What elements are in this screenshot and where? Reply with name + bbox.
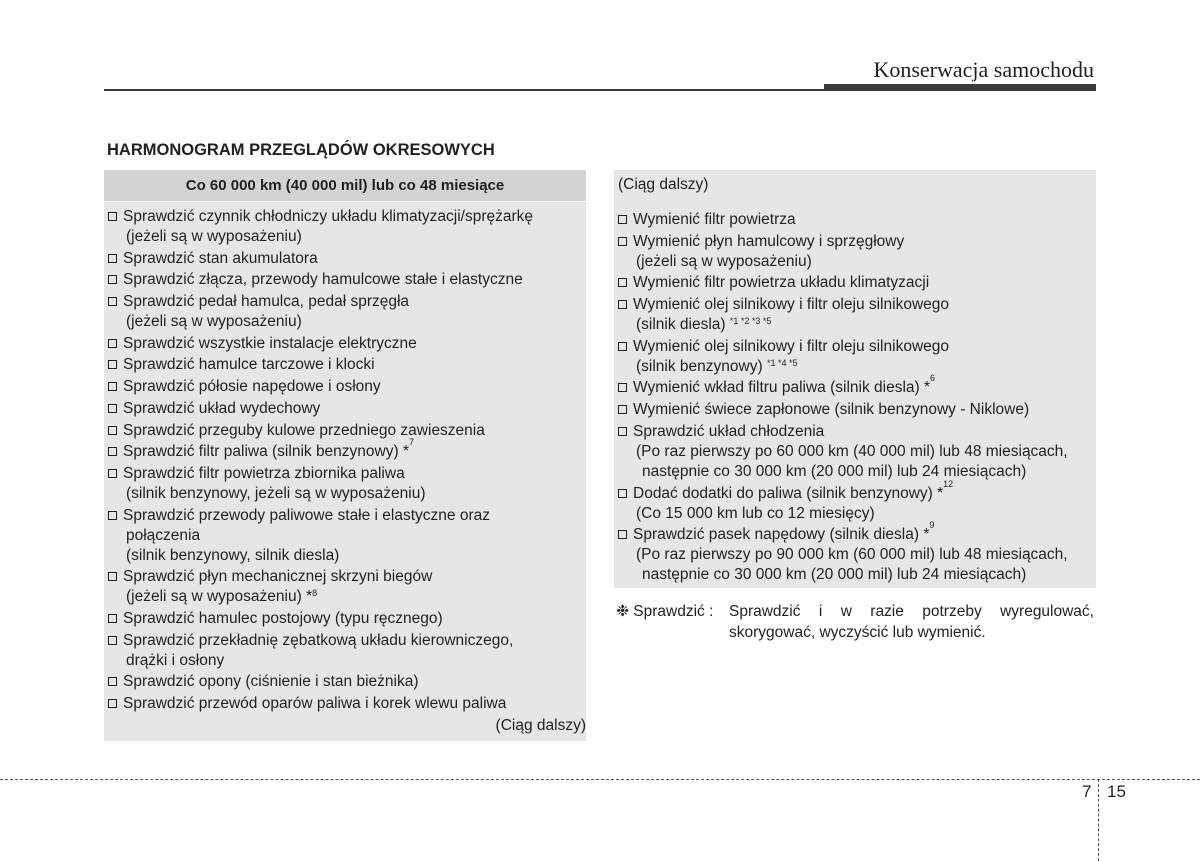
footnote-ref: 12 [943,478,954,489]
checkbox-icon [108,699,117,708]
checklist-item [106,355,586,375]
checklist-item-text: Sprawdzić przewód oparów paliwa i korek wlewu paliwa [123,695,507,712]
checklist-item-subtext [616,315,1094,335]
checkbox-icon [618,383,627,392]
checklist-item [106,377,586,397]
checkbox-icon [618,405,627,414]
checkbox-icon [108,614,117,623]
checklist-item-subtext [106,484,586,504]
footer-dashed-divider [1098,779,1099,861]
checklist-item [616,373,1094,398]
checkbox-icon [108,382,117,391]
checkbox-icon [618,237,627,246]
checklist-item-subtext-value: (jeżeli są w wyposażeniu) * [126,588,313,606]
checkbox-icon [108,511,117,520]
checklist-item [616,400,1094,420]
checklist-item-text: Sprawdzić układ chłodzenia [633,422,825,440]
checklist-item [616,520,1094,585]
page-number: 15 [1107,782,1126,801]
left-schedule-heading: Co 60 000 km (40 000 mil) lub co 48 miesiące [104,170,586,202]
checklist-item [106,292,586,332]
checklist-item-subtext [106,312,586,332]
footnote-ref: 9 [929,520,935,531]
section-title: HARMONOGRAM PRZEGLĄDÓW OKRESOWYCH [107,141,495,159]
checklist-item-subtext-value: (silnik benzynowy, jeżeli są w wyposażeniu) [126,484,426,502]
checklist-item-text: Sprawdzić pasek napędowy (silnik diesla) * [633,526,930,544]
checklist-item-text: Sprawdzić złącza, przewody hamulcowe stałe i elastyczne [123,271,523,289]
checklist-item [616,232,1094,272]
checkbox-icon [108,572,117,581]
checkbox-icon [108,636,117,645]
footnote-ref: 7 [409,437,415,448]
checklist-item-subtext-value: (Po raz pierwszy po 60 000 km (40 000 mil) lub 48 miesiącach, [636,442,1068,460]
checklist-item-text: Sprawdzić filtr powietrza zbiornika paliwa [123,464,405,482]
checklist-item [106,421,586,441]
checklist-item-subtext-value: (Co 15 000 km lub co 12 miesięcy) [636,504,875,522]
checklist-item-text: Sprawdzić hamulce tarczowe i klocki [123,356,375,374]
checkbox-icon [108,404,117,413]
checklist-item-text: Wymienić płyn hamulcowy i sprzęgłowy [633,232,905,250]
checkbox-icon [108,275,117,284]
footnote-ref: *1 *2 *3 *5 [729,316,772,327]
checklist-item-text: Sprawdzić opony (ciśnienie i stan bieżnika) [123,673,419,691]
checkbox-icon [108,360,117,369]
checkbox-icon [108,297,117,306]
checklist-item-text: Sprawdzić półosie napędowe i osłony [123,378,381,396]
checklist-item-subtext [616,565,1094,585]
checkbox-icon [618,278,627,287]
checkbox-icon [108,447,117,456]
footnote-ref: 6 [930,373,936,384]
checkbox-icon [618,342,627,351]
checklist-item [616,422,1094,482]
checklist-item-text: Wymienić filtr powietrza [633,211,796,228]
right-continued-label: (Ciąg dalszy) [618,176,709,193]
checklist-item-subtext-value: połączenia [126,526,201,544]
checklist-item-text: Sprawdzić stan akumulatora [123,249,318,267]
checklist-item-text: Wymienić świece zapłonowe (silnik benzynowy - Niklowe) [633,401,1030,419]
checklist-item [616,273,1094,293]
checklist-item-text: Sprawdzić przekładnię zębatkową układu kierowniczego, [123,631,514,649]
checklist-item-text: Sprawdzić wszystkie instalacje elektryczne [123,334,417,352]
checklist-item-text: Sprawdzić przeguby kulowe przedniego zawieszenia [123,421,485,439]
checklist-item-subtext [106,651,586,671]
checklist-item-text: Wymienić olej silnikowy i filtr oleju silnikowego [633,337,949,355]
checkbox-icon [108,469,117,478]
checklist-item-subtext [616,252,1094,272]
checklist-item [106,694,586,714]
footnote-label: ❉ Sprawdzić : [616,603,714,620]
chapter-header-title: Konserwacja samochodu [873,57,1094,82]
checklist-item-subtext-value: (jeżeli są w wyposażeniu) [636,252,812,270]
checklist-item-subtext [106,546,586,566]
chapter-number: 7 [1082,782,1092,801]
right-checklist [616,210,1094,587]
footnote-ref: *1 *4 *5 [766,357,798,368]
checklist-item-subtext-value: (Po raz pierwszy po 90 000 km (60 000 mil) lub 48 miesiącach, [636,546,1068,564]
checklist-item-text: Sprawdzić przewody paliwowe stałe i elastyczne oraz [123,506,490,524]
checkbox-icon [108,677,117,686]
checklist-item-subtext-value: drążki i osłony [126,651,225,669]
header-rule-thick [824,84,1096,91]
checklist-item [616,478,1094,524]
checklist-item [106,249,586,269]
checklist-item-subtext [106,526,586,546]
checkbox-icon [618,489,627,498]
checklist-item-text: Wymienić filtr powietrza układu klimatyzacji [633,274,930,292]
checklist-item [106,207,586,247]
footnote-line-2: skorygować, wyczyścić lub wymienić. [729,624,986,641]
checklist-item-text: Sprawdzić pedał hamulca, pedał sprzęgła [123,293,410,311]
checklist-item-subtext [106,587,586,607]
footnote-text [729,601,1094,643]
checklist-item [106,334,586,354]
checkbox-icon [618,427,627,436]
checklist-item-subtext-value: (silnik benzynowy, silnik diesla) [126,546,340,564]
checklist-item [106,399,586,419]
checklist-item-subtext [616,545,1094,565]
checklist-item [106,437,586,462]
checklist-item-subtext-value: następnie co 30 000 km (20 000 mil) lub 24 miesiącach) [642,566,1027,584]
checklist-item-text: Sprawdzić płyn mechanicznej skrzyni biegów [123,568,433,586]
checklist-item-subtext-value: (jeżeli są w wyposażeniu) [126,313,302,331]
checklist-item-text: Sprawdzić czynnik chłodniczy układu klimatyzacji/sprężarkę [123,208,534,225]
footnote-ref: 8 [312,588,318,599]
left-checklist [106,207,586,716]
checklist-item [106,464,586,504]
checklist-item-subtext [616,357,1094,377]
checklist-item [616,337,1094,377]
checklist-item [106,270,586,290]
checklist-item-text: Dodać dodatki do paliwa (silnik benzynowy) * [633,484,944,502]
checklist-item-subtext [106,227,586,247]
checklist-item-subtext [616,504,1094,524]
checklist-item [616,210,1094,230]
footer-dashed-rule [0,779,1200,780]
checklist-item [106,672,586,692]
checklist-item-subtext-value: (silnik benzynowy) [636,357,767,375]
checklist-item [616,295,1094,335]
checklist-item-text: Sprawdzić filtr paliwa (silnik benzynowy) * [123,443,409,461]
checklist-item-subtext-value: (jeżeli są w wyposażeniu) [126,228,302,245]
checklist-item-subtext-value: następnie co 30 000 km (20 000 mil) lub 24 miesiącach) [642,462,1027,480]
checklist-item-subtext-value: (silnik diesla) [636,316,730,334]
checklist-item-subtext [616,462,1094,482]
checkbox-icon [108,426,117,435]
checklist-item-text: Sprawdzić hamulec postojowy (typu ręcznego) [123,609,443,627]
checklist-item [106,506,586,566]
checklist-item-text: Sprawdzić układ wydechowy [123,399,321,417]
checklist-item-text: Wymienić wkład filtru paliwa (silnik diesla) * [633,379,931,397]
checkbox-icon [618,215,627,224]
footnote-line-1: Sprawdzić i w razie potrzeby wyregulować, [729,603,1094,620]
checklist-item [106,609,586,629]
checklist-item [106,567,586,607]
checkbox-icon [108,339,117,348]
checklist-item [106,631,586,671]
header-rule-thin [104,89,824,91]
left-continued-label: (Ciąg dalszy) [495,717,586,734]
checkbox-icon [108,254,117,263]
checklist-item-text: Wymienić olej silnikowy i filtr oleju silnikowego [633,296,949,314]
checkbox-icon [108,212,117,221]
checklist-item-subtext [616,442,1094,462]
checkbox-icon [618,530,627,539]
checkbox-icon [618,300,627,309]
